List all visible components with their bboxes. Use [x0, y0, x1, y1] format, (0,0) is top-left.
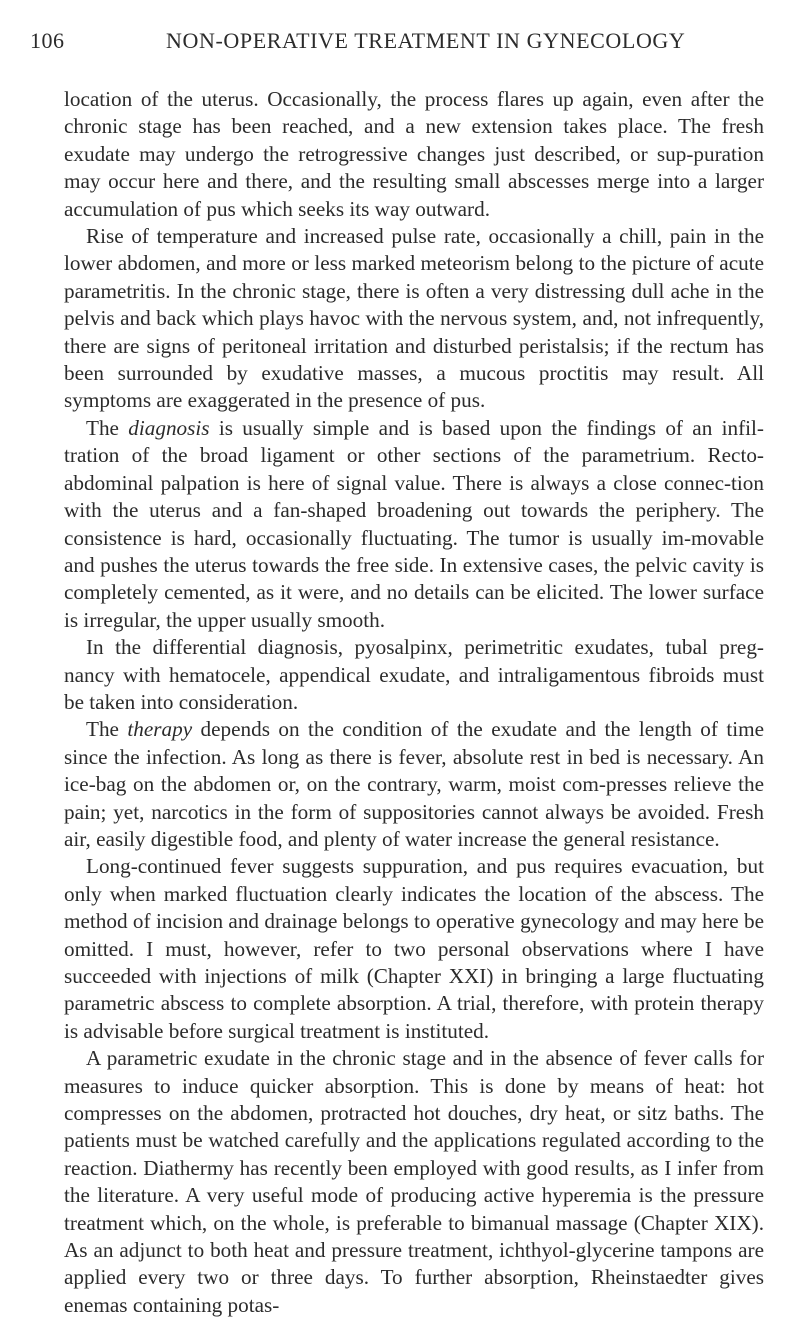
- therapy-term: therapy: [127, 717, 193, 742]
- therapy-body: depends on the condition of the exudate and the length of time since the infection. As long as there is fever, absolute rest in bed is necessary. An ice-bag on the abdomen or, on the contrary, warm, moist com-presses relieve the pain; yet, narcotics in the form of suppositories cannot always be avoided. Fresh air, easily digestible food, and plenty of water increase the general resistance.: [64, 717, 764, 851]
- diagnosis-lead: The: [86, 415, 129, 440]
- paragraph-therapy: [64, 716, 764, 853]
- paragraph-diagnosis: [64, 415, 764, 634]
- therapy-lead: The: [86, 717, 128, 742]
- running-title: NON-OPERATIVE TREATMENT IN GYNECOLOGY: [166, 28, 686, 53]
- paragraph-symptoms: Rise of temperature and increased pulse rate, occasionally a chill, pain in the lower abdomen, and more or less marked meteorism belong to the picture of acute parametritis. In the chronic stage, there is often a very distressing dull ache in the pelvis and back which plays havoc with the nervous system, and, not infrequently, there are signs of peritoneal irritation and disturbed peristalsis; if the rectum has been surrounded by exudative masses, a mucous proctitis may result. All symptoms are exaggerated in the presence of pus.: [64, 224, 764, 413]
- body-text: [64, 86, 764, 1319]
- running-head: [30, 28, 764, 72]
- page-number: 106: [30, 28, 65, 53]
- paragraph-chronic-exudate: A parametric exudate in the chronic stage and in the absence of fever calls for measures to induce quicker absorption. This is done by means of heat: hot compresses on the abdomen, protracted hot douches, dry heat, or sitz baths. The patients must be watched carefully and the applications regulated according to the reaction. Diathermy has recently been employed with good results, as I infer from the literature. A very useful mode of producing active hyperemia is the pressure treatment which, on the whole, is preferable to bimanual massage (Chapter XIX). As an adjunct to both heat and pressure treatment, ichthyol-glycerine tampons are applied every two or three days. To further absorption, Rheinstaedter gives enemas containing potas-: [64, 1046, 764, 1317]
- paragraph-continuation: location of the uterus. Occasionally, the process flares up again, even after the chronic stage has been reached, and a new extension takes place. The fresh exudate may undergo the retrogressive changes just described, or sup-puration may occur here and there, and the resulting small abscesses merge into a larger accumulation of pus which seeks its way outward.: [64, 87, 764, 221]
- diagnosis-body: is usually simple and is based upon the findings of an infil-tration of the broad ligament or other sections of the parametrium. Recto-abdominal palpation is here of signal value. There is always a close connec-tion with the uterus and a fan-shaped broadening out towards the periphery. The consistence is hard, occasionally fluctuating. The tumor is usually im-movable and pushes the uterus towards the free side. In extensive cases, the pelvic cavity is completely cemented, as it were, and no details can be elicited. The lower surface is irregular, the upper usually smooth.: [64, 415, 764, 632]
- paragraph-differential: In the differential diagnosis, pyosalpinx, perimetritic exudates, tubal preg-nancy with hematocele, appendical exudate, and intraligamentous fibroids must be taken into consideration.: [64, 635, 764, 714]
- diagnosis-term: diagnosis: [128, 415, 210, 440]
- paragraph-suppuration: Long-continued fever suggests suppuration, and pus requires evacuation, but only when marked fluctuation clearly indicates the location of the abscess. The method of incision and drainage belongs to operative gynecology and may here be omitted. I must, however, refer to two personal observations where I have succeeded with injections of milk (Chapter XXI) in bringing a large fluctuating parametric abscess to complete absorption. A trial, therefore, with protein therapy is advisable before surgical treatment is instituted.: [64, 854, 764, 1043]
